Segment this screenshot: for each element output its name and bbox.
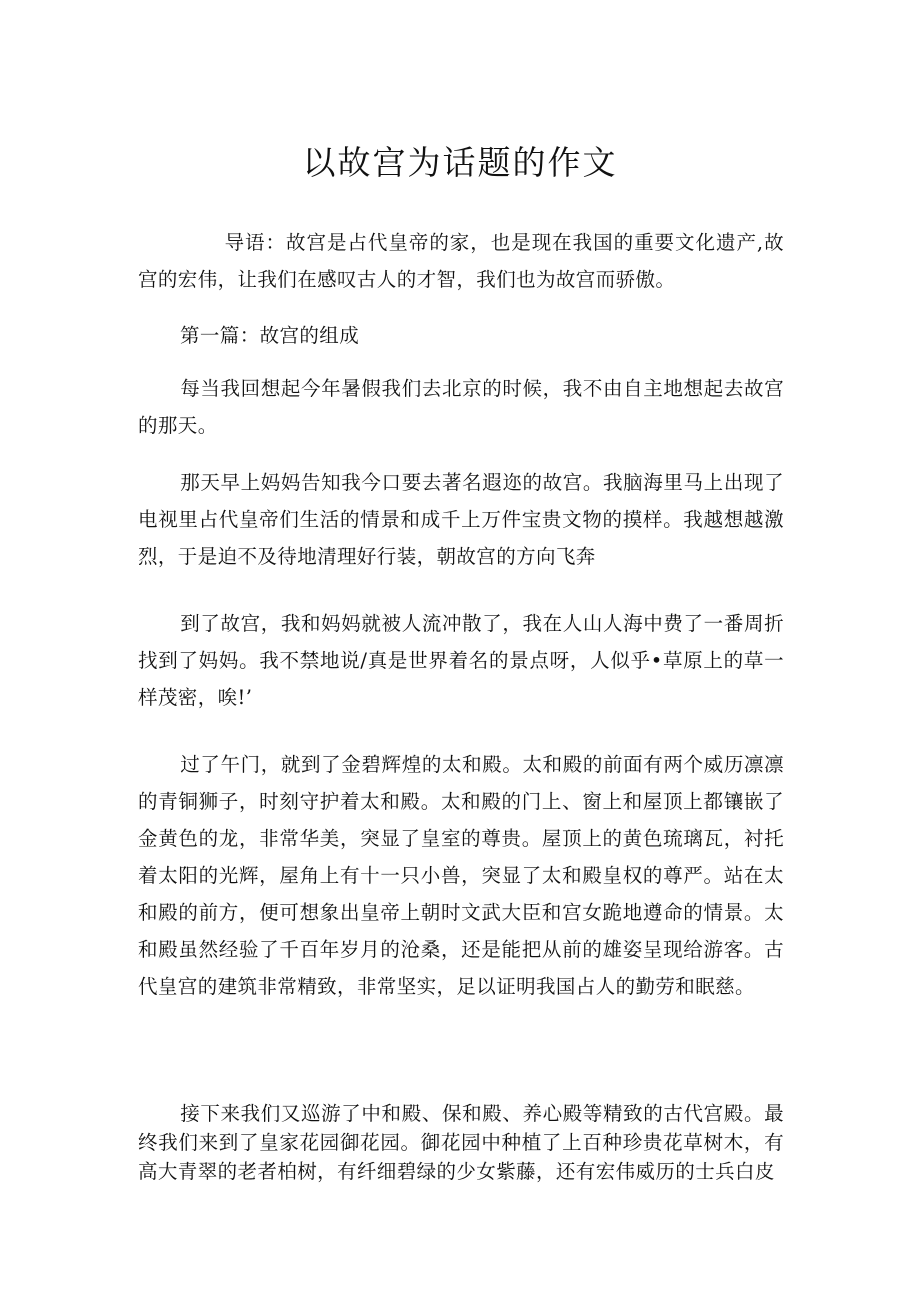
paragraph-5 (138, 1099, 784, 1186)
paragraph-3-text: 到了故宫，我和妈妈就被人流冲散了，我在人山人海中费了一番周折找到了妈妈。我不禁地说/真是世界着名的景点呀，人似乎•草原上的草一样茂密，唉!’ (138, 612, 784, 709)
paragraph-1-text: 每当我回想起今年暑假我们去北京的时候，我不由自主地想起去故宫的那天。 (138, 377, 784, 437)
paragraph-4 (138, 746, 784, 1005)
paragraph-5-text: 接下来我们又巡游了中和殿、保和殿、养心殿等精致的古代宫殿。最终我们来到了皇家花园御花园。御花园中种植了上百种珍贵花草树木，有高大青翠的老者柏树，有纤细碧绿的少女紫藤，还有宏伟威历的士兵白皮 (138, 1102, 784, 1183)
section-heading (138, 317, 784, 354)
intro-text: 导语：故宫是占代皇帝的家，也是现在我国的重要文化遗产,故宫的宏伟，让我们在感叹古人的才智，我们也为故宫而骄傲。 (138, 231, 784, 291)
paragraph-3 (138, 605, 784, 716)
section-heading-text: 第一篇：故宫的组成 (180, 324, 360, 347)
paragraph-2 (138, 464, 784, 575)
document-title: 以故宫为话题的作文 (302, 143, 618, 182)
paragraph-1 (138, 370, 784, 444)
paragraph-4-text: 过了午门，就到了金碧辉煌的太和殿。太和殿的前面有两个威历凛凛的青铜狮子，时刻守护着太和殿。太和殿的门上、窗上和屋顶上都镶嵌了金黄色的龙，非常华美，突显了皇室的尊贵。屋顶上的黄色琉璃瓦，衬托着太阳的光辉，屋角上有十一只小兽，突显了太和殿皇权的尊严。站在太和殿的前方，便可想象出皇帝上朝时文武大臣和宫女跪地遵命的情景。太和殿虽然经验了千百年岁月的沧桑，还是能把从前的雄姿呈现给游客。古代皇宫的建筑非常精致，非常坚实，足以证明我国占人的勤劳和眠慈。 (138, 753, 784, 998)
paragraph-2-text: 那天早上妈妈告知我今口要去著名遐迩的故宫。我脑海里马上出现了电视里占代皇帝们生活的情景和成千上万件宝贵文物的摸样。我越想越激烈，于是迫不及待地清理好行装，朝故宫的方向飞奔 (138, 471, 784, 568)
intro-paragraph (138, 224, 784, 298)
